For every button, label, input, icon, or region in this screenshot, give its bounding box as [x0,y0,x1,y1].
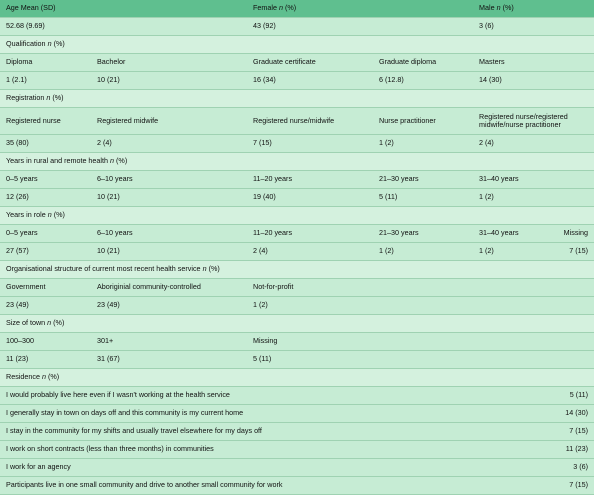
table-cell: 31–40 years [473,225,547,243]
table-cell: 7 (15) [547,243,594,261]
female-value: 43 (92) [247,18,473,36]
age-values-row [0,18,594,36]
header-male-pct: (%) [502,3,514,13]
org-values-row [0,297,594,315]
table-cell: 31 (67) [91,351,247,369]
header-age [0,0,247,18]
residence-value: 5 (11) [547,387,594,405]
header-age-text: Age Mean (SD) [6,3,56,13]
table-cell: 2 (4) [473,135,594,153]
table-cell: Registered nurse/midwife [247,108,373,135]
section-qualification [0,36,594,54]
table-cell: 1 (2.1) [0,72,91,90]
years-role-labels-row [0,225,594,243]
table-cell: 31–40 years [473,171,594,189]
section-title [0,261,594,279]
table-cell: 1 (2) [247,297,594,315]
section-n: n [47,210,52,220]
table-cell: 21–30 years [373,171,473,189]
table-cell: Nurse practitioner [373,108,473,135]
male-value: 3 (6) [473,18,594,36]
table-cell: Not-for-profit [247,279,594,297]
section-n: n [47,318,52,328]
section-n: n [41,372,46,382]
table-cell: 21–30 years [373,225,473,243]
table-cell: 1 (2) [373,243,473,261]
table-cell: 23 (49) [91,297,247,315]
table-cell: Graduate certificate [247,54,373,72]
table-cell: Missing [547,225,594,243]
table-cell: 23 (49) [0,297,91,315]
residence-label: I stay in the community for my shifts and usually travel elsewhere for my days off [0,423,547,441]
table-cell: 10 (21) [91,189,247,207]
registration-values-row [0,135,594,153]
table-header-row [0,0,594,18]
org-labels-row [0,279,594,297]
table-cell: 0–5 years [0,225,91,243]
residence-value: 7 (15) [547,477,594,495]
table-cell: 1 (2) [373,135,473,153]
qualification-labels-row [0,54,594,72]
section-residence [0,369,594,387]
residence-label: I would probably live here even if I wasn't working at the health service [0,387,547,405]
section-n: n [47,39,52,49]
table-cell: 2 (4) [247,243,373,261]
table-cell: 301+ [91,333,247,351]
age-value: 52.68 (9.69) [0,18,247,36]
header-male-text: Male [479,3,495,13]
residence-value: 11 (23) [547,441,594,459]
residence-label: I work for an agency [0,459,547,477]
table-cell: 11–20 years [247,225,373,243]
section-years-rural [0,153,594,171]
residence-value: 7 (15) [547,423,594,441]
section-title-text: Residence [6,372,40,382]
table-cell: Masters [473,54,594,72]
section-org-structure [0,261,594,279]
header-male [473,0,594,18]
residence-value: 14 (30) [547,405,594,423]
section-town-size [0,315,594,333]
section-title-text: Years in rural and remote health [6,156,109,166]
section-pct: (%) [52,93,64,103]
residence-label: Participants live in one small community and drive to another small community for work [0,477,547,495]
table-cell: 10 (21) [91,243,247,261]
section-title [0,207,594,225]
table-cell: 5 (11) [373,189,473,207]
section-pct: (%) [53,210,65,220]
town-values-row [0,351,594,369]
section-title-text: Organisational structure of current most recent health service [6,264,201,274]
section-title-text: Registration [6,93,45,103]
table-cell: 6 (12.8) [373,72,473,90]
header-female-n: n [278,3,283,13]
section-pct: (%) [53,39,65,49]
section-n: n [202,264,207,274]
residence-row [0,423,594,441]
section-title-text: Qualification [6,39,46,49]
section-title-text: Size of town [6,318,46,328]
residence-row [0,441,594,459]
table-cell: 6–10 years [91,225,247,243]
header-male-n: n [496,3,501,13]
table-cell: 1 (2) [473,189,594,207]
table-cell: 16 (34) [247,72,373,90]
table-cell: 1 (2) [473,243,547,261]
table-cell: 27 (57) [0,243,91,261]
section-registration [0,90,594,108]
table-cell: Government [0,279,91,297]
residence-row [0,459,594,477]
table-cell: 11 (23) [0,351,91,369]
residence-row [0,405,594,423]
header-female [247,0,473,18]
table-cell: 14 (30) [473,72,594,90]
table-cell: Registered nurse/registered midwife/nurse practitioner [473,108,594,135]
table-cell: 10 (21) [91,72,247,90]
table-cell: 12 (26) [0,189,91,207]
table-cell: Graduate diploma [373,54,473,72]
table-cell: Registered midwife [91,108,247,135]
table-cell: 5 (11) [247,351,594,369]
header-female-text: Female [253,3,277,13]
table-cell: 2 (4) [91,135,247,153]
years-rural-labels-row [0,171,594,189]
table-cell: 19 (40) [247,189,373,207]
residence-value: 3 (6) [547,459,594,477]
section-pct: (%) [208,264,220,274]
residence-row [0,477,594,495]
residence-label: I generally stay in town on days off and this community is my current home [0,405,547,423]
years-rural-values-row [0,189,594,207]
registration-labels-row [0,108,594,135]
table-cell: Aboriginial community-controlled [91,279,247,297]
table-cell: 100–300 [0,333,91,351]
header-female-pct: (%) [284,3,297,13]
section-title [0,369,594,387]
section-title [0,153,594,171]
table-cell: Registered nurse [0,108,91,135]
table-cell: Diploma [0,54,91,72]
section-title-text: Years in role [6,210,46,220]
table-cell: 11–20 years [247,171,373,189]
residence-label: I work on short contracts (less than three months) in communities [0,441,547,459]
section-title [0,36,594,54]
table-cell: 7 (15) [247,135,373,153]
table-cell: 35 (80) [0,135,91,153]
town-labels-row [0,333,594,351]
section-pct: (%) [47,372,60,382]
section-title [0,315,594,333]
table-cell: Bachelor [91,54,247,72]
section-title [0,90,594,108]
section-years-role [0,207,594,225]
table-cell: 6–10 years [91,171,247,189]
section-pct: (%) [116,156,128,166]
table-cell: 0–5 years [0,171,91,189]
residence-row [0,387,594,405]
section-n: n [110,156,115,166]
section-n: n [46,93,51,103]
section-pct: (%) [53,318,65,328]
years-role-values-row [0,243,594,261]
qualification-values-row [0,72,594,90]
table-cell: Missing [247,333,594,351]
